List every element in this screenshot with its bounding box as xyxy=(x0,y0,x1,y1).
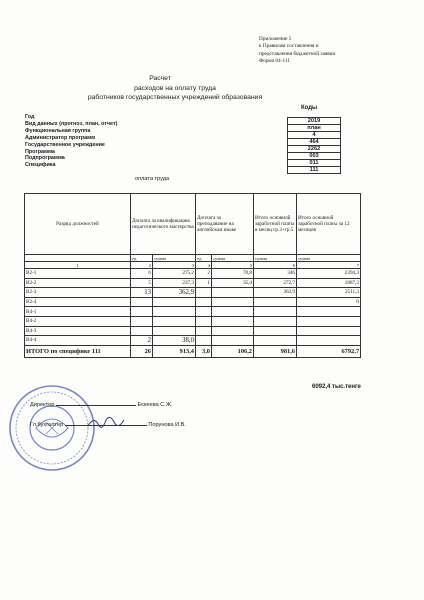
row-sum: 362,9 xyxy=(153,288,196,298)
appendix-note xyxy=(259,36,399,66)
signature-name: Ескеева С.Ж. xyxy=(137,402,173,408)
row-sum: 237,3 xyxy=(153,278,196,288)
row-sum: 70,8 xyxy=(212,269,254,279)
row-year-total xyxy=(297,316,361,326)
col-number: 5 xyxy=(212,262,254,269)
row-grade: В4-3 xyxy=(25,326,131,336)
param-label: Год xyxy=(25,114,35,120)
appendix-line: представления бюджетной заявки xyxy=(259,50,336,57)
row-sum: 275,2 xyxy=(153,269,196,279)
row-grade: В2-1 xyxy=(25,269,131,279)
row-year-total xyxy=(297,326,361,336)
row-month-total xyxy=(254,316,297,326)
row-year-total xyxy=(297,307,361,317)
code-cell: 2262 xyxy=(288,146,341,153)
row-units xyxy=(196,326,212,336)
total-amount-note: 6092,4 тыс.тенге xyxy=(312,384,361,390)
code-cell: план xyxy=(288,125,341,132)
row-units xyxy=(131,316,153,326)
document-title xyxy=(60,74,290,103)
row-units xyxy=(196,307,212,317)
row-grade: В4-1 xyxy=(25,307,131,317)
code-cell: 011 xyxy=(288,160,341,167)
row-grade: В4-2 xyxy=(25,316,131,326)
accountant-signature xyxy=(30,422,186,428)
code-cell: 2019 xyxy=(288,118,341,125)
row-sum xyxy=(153,326,196,336)
row-month-total: 272,7 xyxy=(254,278,297,288)
total-row xyxy=(25,345,361,357)
total-units: 26 xyxy=(131,345,153,357)
director-signature xyxy=(30,402,173,408)
subheader-sum: сумма xyxy=(212,255,254,262)
col-number: 1 xyxy=(25,262,131,269)
row-year-total: 2511,3 xyxy=(297,288,361,298)
specifics-name: оплата труда xyxy=(135,176,170,182)
row-month-total xyxy=(254,336,297,346)
row-month-total xyxy=(254,297,297,307)
col-number: 4 xyxy=(196,262,212,269)
total-year: 6792,7 xyxy=(297,345,361,357)
col-number: 3 xyxy=(153,262,196,269)
header-total-month: Итого основной заработной платы в месяц гр.3+гр.5 xyxy=(254,194,297,255)
salary-table xyxy=(24,193,361,358)
appendix-line: Форма 04-111 xyxy=(259,58,291,65)
col-number: 6 xyxy=(254,262,297,269)
row-units: 5 xyxy=(131,278,153,288)
table-row xyxy=(25,326,361,336)
appendix-line: к Правилам составления и xyxy=(259,43,319,50)
subheader-ed: ед xyxy=(131,255,153,262)
col-number: 2 xyxy=(131,262,153,269)
row-month-total: 346 xyxy=(254,269,297,279)
title-line: расходов на оплату труда xyxy=(134,84,216,92)
total-label: ИТОГО по специфике 111 xyxy=(25,345,131,357)
appendix-line: Приложение 5 xyxy=(259,36,292,42)
header-grade: Разряд должностей xyxy=(25,194,131,255)
param-label: Специфика xyxy=(25,162,56,169)
title-line: Расчет xyxy=(149,75,171,82)
row-units xyxy=(196,297,212,307)
param-label: Подпрограмма xyxy=(25,155,65,162)
row-grade: В2-4 xyxy=(25,297,131,307)
codes-table xyxy=(287,117,341,174)
table-row xyxy=(25,269,361,279)
row-sum xyxy=(153,297,196,307)
row-year-total: 2394,3 xyxy=(297,269,361,279)
row-sum xyxy=(212,307,254,317)
row-units xyxy=(196,316,212,326)
signature-role: Гл.бухгалтер xyxy=(30,422,64,428)
row-units xyxy=(131,326,153,336)
row-sum xyxy=(212,326,254,336)
row-grade: В2-3 xyxy=(25,288,131,298)
code-cell: 003 xyxy=(288,153,341,160)
subheader-sum: сумма xyxy=(153,255,196,262)
row-sum xyxy=(212,316,254,326)
row-sum xyxy=(212,336,254,346)
row-grade: В4-4 xyxy=(25,336,131,346)
row-units: 2 xyxy=(131,336,153,346)
total-sum: 106,2 xyxy=(212,345,254,357)
subheader-sum: сумма xyxy=(297,255,361,262)
param-label: Программа xyxy=(25,148,55,155)
total-units: 3,0 xyxy=(196,345,212,357)
title-line: работников государственных учреждений образования xyxy=(87,94,263,101)
row-grade: В2-2 xyxy=(25,278,131,288)
row-sum xyxy=(212,297,254,307)
row-sum xyxy=(212,288,254,298)
codes-label: Коды xyxy=(301,105,318,111)
header-qualification: Доплата за квалификацию педагогического мастерства xyxy=(131,194,196,255)
code-cell: 464 xyxy=(288,139,341,146)
row-month-total: 362,9 xyxy=(254,288,297,298)
row-sum: 38,0 xyxy=(153,336,196,346)
row-units: 2 xyxy=(196,269,212,279)
code-cell: 4 xyxy=(288,132,341,139)
signature-role: Директор xyxy=(30,402,55,408)
param-label: Государственное учреждение xyxy=(25,141,105,148)
header-total-year: Итого основной заработной платы за 12 месяцев xyxy=(297,194,361,255)
row-year-total: 0 xyxy=(297,297,361,307)
row-units xyxy=(196,288,212,298)
row-year-total: 1887,3 xyxy=(297,278,361,288)
subheader-ed: ед xyxy=(196,255,212,262)
row-year-total xyxy=(297,336,361,346)
table-row xyxy=(25,307,361,317)
row-units xyxy=(196,336,212,346)
row-units xyxy=(131,307,153,317)
row-units: 13 xyxy=(131,288,153,298)
table-row xyxy=(25,316,361,326)
row-sum xyxy=(153,307,196,317)
row-sum: 35,4 xyxy=(212,278,254,288)
col-number: 7 xyxy=(297,262,361,269)
params-list xyxy=(25,114,117,169)
param-label: Администратор программ xyxy=(25,134,96,141)
signature-name: Порунова И.В. xyxy=(148,422,186,428)
table-row xyxy=(25,288,361,298)
row-units xyxy=(131,297,153,307)
row-units: 6 xyxy=(131,269,153,279)
param-label: Вид данных (прогноз, план, отчет) xyxy=(25,120,118,127)
row-month-total xyxy=(254,326,297,336)
param-label: Функциональная группа xyxy=(25,127,91,134)
table-row xyxy=(25,336,361,346)
total-month: 981,6 xyxy=(254,345,297,357)
table-row xyxy=(25,278,361,288)
row-units: 1 xyxy=(196,278,212,288)
subheader-sum: сумма xyxy=(254,255,297,262)
row-sum xyxy=(153,316,196,326)
header-english: Доплата за преподавание на английском языке xyxy=(196,194,254,255)
row-month-total xyxy=(254,307,297,317)
total-sum: 913,4 xyxy=(153,345,196,357)
code-cell: 111 xyxy=(288,167,341,174)
table-row xyxy=(25,297,361,307)
